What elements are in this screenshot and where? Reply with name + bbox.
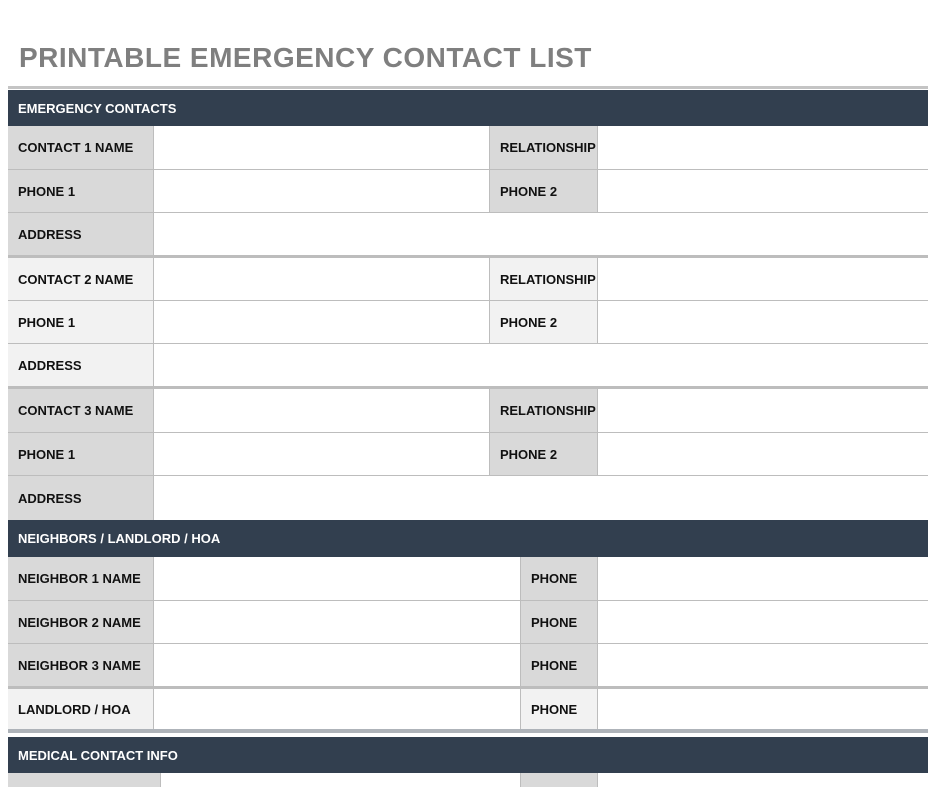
contact-3-relationship-label: RELATIONSHIP	[490, 389, 598, 432]
contact-2-phone1-field[interactable]	[154, 301, 490, 343]
contact-1-phone2-field[interactable]	[598, 170, 928, 212]
medical-phone-label-partial	[521, 773, 598, 787]
contact-3-phone2-field[interactable]	[598, 433, 928, 475]
neighbor-3-name-field[interactable]	[154, 644, 521, 686]
contact-3-name-row	[8, 389, 928, 433]
landlord-row	[8, 689, 928, 733]
page-title: PRINTABLE EMERGENCY CONTACT LIST	[19, 42, 592, 73]
contact-2-address-field[interactable]	[154, 344, 928, 386]
neighbor-1-name-field[interactable]	[154, 557, 521, 600]
contact-1-relationship-field[interactable]	[598, 126, 928, 169]
medical-field-partial[interactable]	[161, 773, 521, 787]
contact-1-phone2-label: PHONE 2	[490, 170, 598, 212]
neighbor-3-phone-field[interactable]	[598, 644, 928, 686]
contact-2-address-label: ADDRESS	[8, 344, 154, 386]
contact-3-name-field[interactable]	[154, 389, 490, 432]
landlord-hoa-field[interactable]	[154, 689, 521, 729]
contact-1-phone-row	[8, 170, 928, 213]
contact-2-name-label: CONTACT 2 NAME	[8, 258, 154, 300]
contact-3-phone1-label: PHONE 1	[8, 433, 154, 475]
contact-2-phone2-field[interactable]	[598, 301, 928, 343]
contact-3-phone2-label: PHONE 2	[490, 433, 598, 475]
title-underline	[8, 86, 928, 89]
contact-2-phone-row	[8, 301, 928, 344]
contact-2-name-field[interactable]	[154, 258, 490, 300]
medical-contact-header: MEDICAL CONTACT INFO	[8, 737, 928, 773]
contact-3-address-field[interactable]	[154, 476, 928, 520]
neighbor-1-phone-field[interactable]	[598, 557, 928, 600]
contact-1-relationship-label: RELATIONSHIP	[490, 126, 598, 169]
contact-2-relationship-label: RELATIONSHIP	[490, 258, 598, 300]
neighbor-1-name-label: NEIGHBOR 1 NAME	[8, 557, 154, 600]
contact-2-relationship-field[interactable]	[598, 258, 928, 300]
emergency-contacts-header: EMERGENCY CONTACTS	[8, 90, 928, 126]
medical-first-row	[8, 773, 928, 787]
neighbor-row	[8, 644, 928, 689]
contact-3-relationship-field[interactable]	[598, 389, 928, 432]
contact-1-name-label: CONTACT 1 NAME	[8, 126, 154, 169]
neighbor-2-phone-label: PHONE	[521, 601, 598, 643]
contact-1-name-row	[8, 126, 928, 170]
contact-1-name-field[interactable]	[154, 126, 490, 169]
neighbor-1-phone-label: PHONE	[521, 557, 598, 600]
landlord-hoa-label: LANDLORD / HOA	[8, 689, 154, 729]
landlord-phone-field[interactable]	[598, 689, 928, 729]
contact-1-phone1-field[interactable]	[154, 170, 490, 212]
contact-1-address-label: ADDRESS	[8, 213, 154, 255]
medical-phone-field-partial[interactable]	[598, 773, 928, 787]
neighbor-3-name-label: NEIGHBOR 3 NAME	[8, 644, 154, 686]
contact-2-phone1-label: PHONE 1	[8, 301, 154, 343]
contact-2-address-row	[8, 344, 928, 389]
contact-3-address-row	[8, 476, 928, 520]
contact-3-phone1-field[interactable]	[154, 433, 490, 475]
contact-1-phone1-label: PHONE 1	[8, 170, 154, 212]
neighbor-2-phone-field[interactable]	[598, 601, 928, 643]
landlord-phone-label: PHONE	[521, 689, 598, 729]
neighbor-row	[8, 601, 928, 644]
neighbor-2-name-field[interactable]	[154, 601, 521, 643]
contact-1-address-row	[8, 213, 928, 258]
contact-3-name-label: CONTACT 3 NAME	[8, 389, 154, 432]
contact-3-phone-row	[8, 433, 928, 476]
neighbor-2-name-label: NEIGHBOR 2 NAME	[8, 601, 154, 643]
contact-1-address-field[interactable]	[154, 213, 928, 255]
neighbors-header: NEIGHBORS / LANDLORD / HOA	[8, 520, 928, 557]
contact-2-name-row	[8, 258, 928, 301]
contact-3-address-label: ADDRESS	[8, 476, 154, 520]
neighbor-3-phone-label: PHONE	[521, 644, 598, 686]
medical-label-partial	[8, 773, 161, 787]
contact-2-phone2-label: PHONE 2	[490, 301, 598, 343]
neighbor-row	[8, 557, 928, 601]
